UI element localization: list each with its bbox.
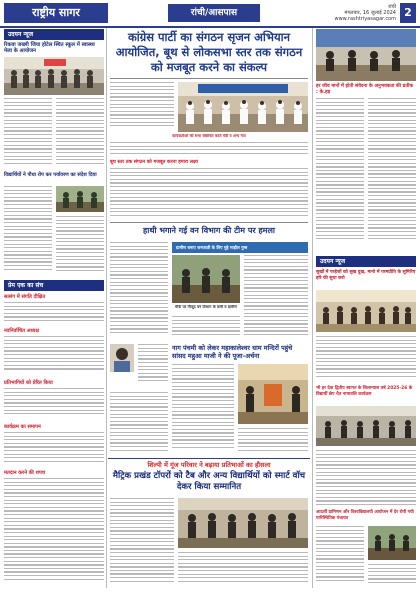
- portrait-photo: [110, 344, 134, 372]
- headline-rule: [110, 78, 308, 79]
- article-body: [4, 432, 104, 466]
- article-body: [4, 98, 52, 168]
- main-headline: कांग्रेस पार्टी का संगठन सृजन अभियान आयोजित, बूथ से लोकसभा स्तर तक संगठन को मजबूत करने का संकल्प: [115, 30, 303, 74]
- newspaper-logo: राष्ट्रीय सागर: [4, 3, 108, 23]
- congress-meeting-photo: [178, 82, 308, 132]
- right-column-label: उदयन न्यूज: [316, 256, 416, 267]
- article-body: [316, 526, 364, 586]
- masthead: [0, 0, 420, 26]
- article-body: [238, 428, 308, 454]
- left-lead-headline: रिकवा जख्मी जिया होटेल स्थित स्कूल में स्वास्थ्य मेला के आयोजन: [4, 42, 95, 55]
- article-body: [316, 98, 364, 248]
- right-fourth-headline: आदर्शी ग्रामिणन और विश्वविद्यालयी आयोजन में देर रोपी गयी पारिस्थितिक पंचायत: [316, 510, 414, 521]
- left-second-headline: विद्यार्थियों ने पौधा रोप कर पर्यावरण का संदेश दिया: [4, 172, 97, 178]
- right-second-headline: सुखों में परहेजों को सुख दुख, मानो में परमप्रीति के सुमिरिए हरि की सुधा करो: [316, 270, 416, 281]
- left-box-heading: प्रेम एक का संच: [4, 280, 104, 291]
- article-body: [110, 392, 168, 454]
- article-body: [316, 450, 416, 508]
- article-body: [4, 478, 104, 586]
- article-body: [4, 388, 104, 420]
- elephant-headline: हाथी भगाने गई वन विभाग की टीम पर हमला: [143, 226, 275, 235]
- main-subhead: बूथ स्तर तक संगठन को मजबूत करना हमारा लक्ष्य: [110, 160, 198, 165]
- article-body: [172, 364, 234, 454]
- masthead-rule: [0, 26, 420, 28]
- temple-puja-photo: [238, 364, 308, 424]
- plantation-photo: [56, 186, 104, 212]
- article-body: [368, 98, 416, 248]
- article-body: [368, 564, 416, 586]
- elephant-banner: ग्रामीण बनाए जनजाती के लिए मुद्दे माहौल गुम्ब: [172, 242, 308, 253]
- section-heading: नवनिर्वाचित अध्यक्ष: [4, 328, 39, 334]
- column-divider: [106, 28, 107, 588]
- article-body: [4, 336, 104, 376]
- section-heading: प्रतिभागियों को प्रेरित किया: [4, 380, 53, 386]
- left-column-label: उदयन न्यूज: [4, 29, 104, 40]
- plantation-group-photo: [368, 526, 416, 560]
- bottom-kicker: शिल्पी में गूंज परिवार ने बढ़ाया प्रतिभाओं का हौसला: [147, 461, 271, 469]
- elephant-photo-caption: मौके पर मौजूद वन विभाग के कर्मी व ग्रामीण: [175, 305, 237, 309]
- section-heading: सत्संग में संगति दीक्षित: [4, 294, 46, 300]
- bottom-headline: मैट्रिक प्रखंड टॉपरों को टैब और अन्य विद्यार्थियों को स्मार्ट वॉच देकर किया सम्मानित: [112, 471, 306, 492]
- date-line: रांची मंगलवार, 16 जुलाई 2024 www.rashtriyasagar.com: [334, 4, 396, 22]
- stage-event-photo: [316, 29, 416, 81]
- right-lead-headline: हर जीव मानों में होती संवेदना के अनुभवकता की प्रतीक : के.हड़: [316, 84, 414, 95]
- section-heading: मतदान करने की शपथ: [4, 470, 46, 476]
- article-body: [110, 242, 168, 338]
- page-number: 2: [400, 3, 416, 23]
- article-body: [316, 336, 416, 382]
- school-health-fair-photo: [4, 57, 104, 95]
- article-body: [110, 142, 308, 158]
- section-heading: कार्यक्रम का समापन: [4, 424, 41, 430]
- article-body: [244, 255, 308, 339]
- story-rule: [110, 222, 308, 223]
- article-body: [4, 186, 52, 276]
- article-body: [138, 344, 168, 388]
- article-body: [110, 168, 308, 220]
- right-third-headline: भी हर देवा द्वितीय स्वागत के शिलान्यास वर्ष 2025-26 के विद्यार्थी छेप चैत नामावलि कार्यक्रम: [316, 386, 413, 397]
- article-body: [178, 552, 308, 586]
- school-students-photo: [316, 406, 416, 446]
- award-ceremony-photo: [178, 498, 308, 548]
- article-body: [56, 98, 104, 168]
- article-body: [56, 216, 104, 276]
- article-body: [4, 302, 104, 326]
- article-body: [172, 316, 240, 340]
- forest-team-photo: [172, 255, 240, 303]
- devotional-gathering-photo: [316, 290, 416, 332]
- nag-panchami-headline: नाग पंचमी को लेकर महाकालेश्वर धाम मन्दिरों पहुंचे सांसद महुआ माजी ने की पूजा-अर्चना: [172, 344, 293, 360]
- story-rule: [108, 458, 310, 459]
- main-photo-caption: कार्यकर्ताओं की सभा संबोधित करते मंत्री व अन्य नेता: [172, 134, 246, 138]
- edition-label: रांची/आसपास: [168, 4, 260, 22]
- article-body: [110, 498, 174, 586]
- column-divider: [312, 28, 313, 588]
- article-body: [110, 82, 174, 132]
